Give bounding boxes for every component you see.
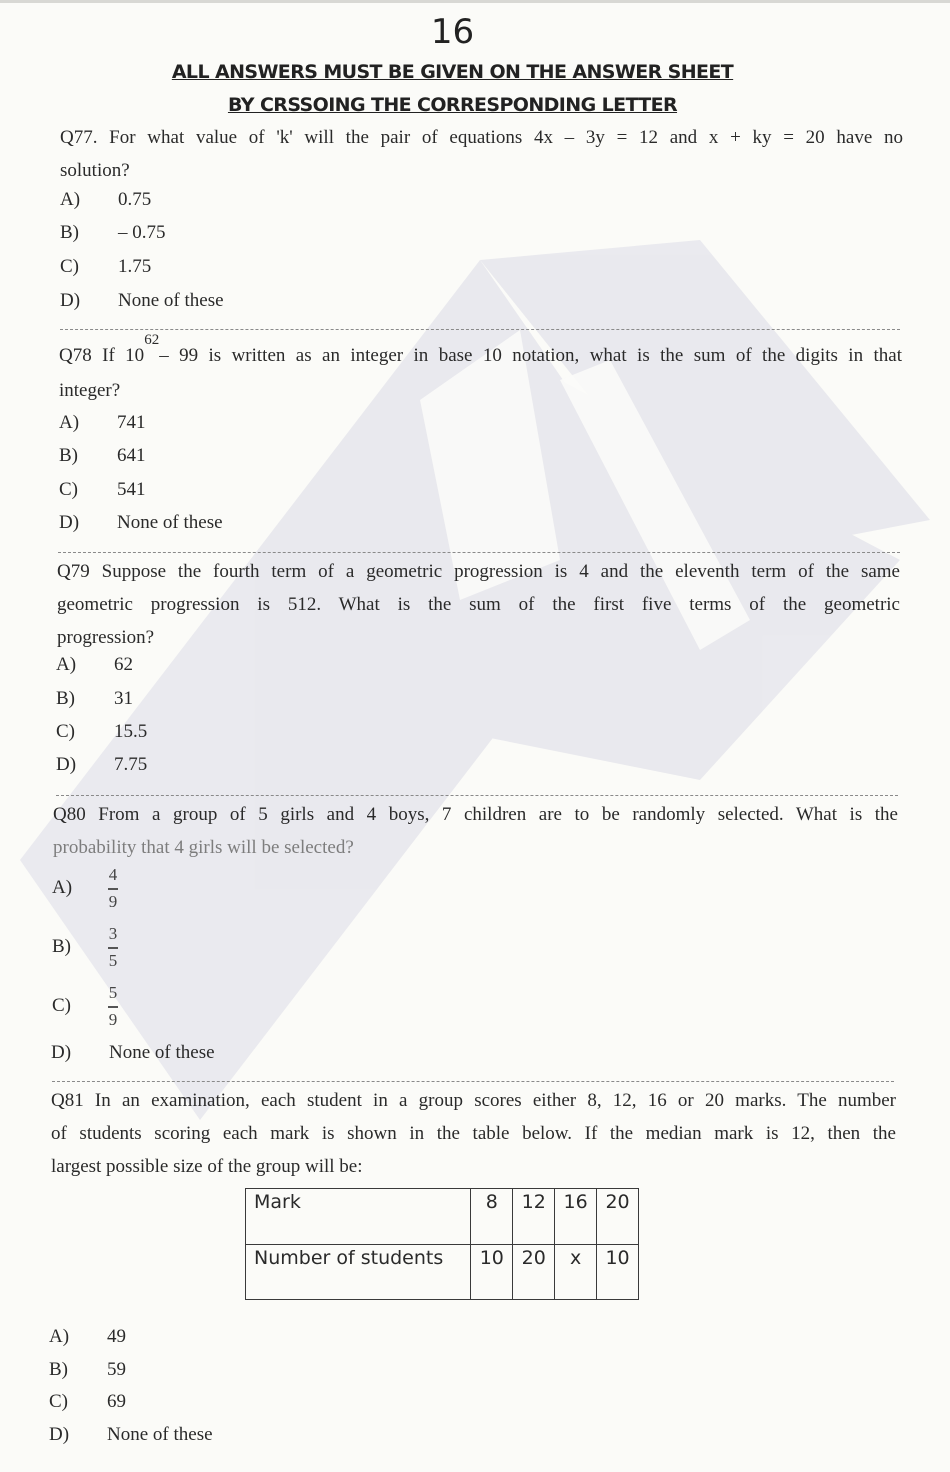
option-value: None of these xyxy=(118,290,224,311)
option-d[interactable] xyxy=(60,290,224,312)
question-text-line-3: progression? xyxy=(57,627,155,648)
instruction-line-2: BY CRSSOING THE CORRESPONDING LETTER xyxy=(227,94,678,116)
option-value: 0.75 xyxy=(118,189,152,210)
divider xyxy=(52,1081,894,1082)
question-text-line-2: geometric progression is 512. What is the sum of the first five terms of the geometric xyxy=(57,594,900,615)
option-letter: C) xyxy=(59,479,78,500)
option-letter: B) xyxy=(49,1359,68,1380)
question-text-line-1: Q79 Suppose the fourth term of a geometric progression is 4 and the eleventh term of the same xyxy=(57,561,900,582)
marks-table xyxy=(245,1188,639,1300)
fraction-bar xyxy=(108,1006,118,1008)
option-value: 15.5 xyxy=(114,721,148,742)
option-a[interactable] xyxy=(56,654,133,676)
table-cell: 10 xyxy=(597,1244,639,1300)
option-value: 7.75 xyxy=(114,754,148,775)
table-cell: 8 xyxy=(471,1189,513,1245)
option-letter: B) xyxy=(56,688,75,709)
denominator: 9 xyxy=(108,891,118,911)
option-letter: C) xyxy=(60,256,79,277)
numerator: 5 xyxy=(108,983,118,1002)
option-letter: D) xyxy=(56,754,77,775)
fraction xyxy=(108,925,118,970)
option-a[interactable] xyxy=(52,866,118,911)
question-text-line-3: largest possible size of the group will be: xyxy=(51,1156,363,1177)
option-letter: C) xyxy=(52,995,71,1017)
question-text xyxy=(59,332,902,372)
option-d[interactable] xyxy=(51,1042,215,1064)
option-a[interactable] xyxy=(59,412,146,434)
table-row-number-of-students xyxy=(246,1244,639,1300)
option-c[interactable] xyxy=(59,479,146,501)
option-b[interactable] xyxy=(56,688,133,710)
option-letter: A) xyxy=(60,189,81,210)
divider xyxy=(58,552,900,553)
table-cell: x xyxy=(555,1244,597,1300)
option-letter: D) xyxy=(59,512,80,533)
option-value: 541 xyxy=(117,479,146,500)
option-b[interactable] xyxy=(52,925,118,970)
option-b[interactable] xyxy=(49,1359,126,1381)
option-letter: D) xyxy=(60,290,81,311)
option-b[interactable] xyxy=(60,222,166,244)
option-c[interactable] xyxy=(52,984,118,1029)
option-value: 49 xyxy=(107,1326,126,1347)
table-cell: 12 xyxy=(513,1189,555,1245)
option-value: 741 xyxy=(117,412,146,433)
question-text: Q77. For what value of 'k' will the pair of equations 4x – 3y = 12 and x + ky = 20 have no xyxy=(60,127,903,148)
question-q79 xyxy=(57,555,900,654)
question-text-start: Q78 If 10 xyxy=(59,345,145,366)
option-letter: A) xyxy=(59,412,80,433)
option-letter: A) xyxy=(56,654,77,675)
question-text-line-2: probability that 4 girls will be selected? xyxy=(53,837,354,858)
option-value: 59 xyxy=(107,1359,126,1380)
divider xyxy=(56,795,898,796)
option-d[interactable] xyxy=(49,1424,213,1446)
option-value: 62 xyxy=(114,654,133,675)
question-text-end: – 99 is written as an integer in base 10 notation, what is the sum of the digits in that xyxy=(159,345,902,366)
option-letter: C) xyxy=(49,1391,68,1412)
row-label: Number of students xyxy=(246,1244,471,1300)
question-q80 xyxy=(53,798,898,864)
option-value: None of these xyxy=(109,1042,215,1063)
option-value: 641 xyxy=(117,445,146,466)
numerator: 4 xyxy=(108,865,118,884)
question-text-line-2: of students scoring each mark is shown in the table below. If the median mark is 12, then the xyxy=(51,1123,896,1144)
option-value: 69 xyxy=(107,1391,126,1412)
divider xyxy=(60,329,900,330)
option-letter: A) xyxy=(49,1326,70,1347)
table-row-mark xyxy=(246,1189,639,1245)
numerator: 3 xyxy=(108,924,118,943)
question-q81 xyxy=(51,1084,896,1183)
fraction-bar xyxy=(108,947,118,949)
page-number: 16 xyxy=(430,12,475,52)
table-cell: 20 xyxy=(597,1189,639,1245)
table-cell: 20 xyxy=(513,1244,555,1300)
fraction-bar xyxy=(108,888,118,890)
option-value: 31 xyxy=(114,688,133,709)
option-c[interactable] xyxy=(60,256,151,278)
option-value: – 0.75 xyxy=(118,222,166,243)
option-letter: A) xyxy=(52,877,73,899)
fraction xyxy=(108,866,118,911)
question-text-continued: solution? xyxy=(60,160,130,181)
denominator: 9 xyxy=(108,1009,118,1029)
option-letter: D) xyxy=(51,1042,72,1063)
question-text-line-1: Q81 In an examination, each student in a group scores either 8, 12, 16 or 20 marks. The number xyxy=(51,1090,896,1111)
row-label: Mark xyxy=(246,1189,471,1245)
option-letter: B) xyxy=(52,936,71,958)
option-d[interactable] xyxy=(56,754,147,776)
option-value: None of these xyxy=(107,1424,213,1445)
option-c[interactable] xyxy=(49,1391,126,1413)
table-cell: 16 xyxy=(555,1189,597,1245)
exponent: 62 xyxy=(144,332,160,348)
question-text-continued: integer? xyxy=(59,380,121,401)
option-letter: B) xyxy=(60,222,79,243)
option-letter: B) xyxy=(59,445,78,466)
instruction-line-1: ALL ANSWERS MUST BE GIVEN ON THE ANSWER SHEET xyxy=(171,61,734,83)
fraction xyxy=(108,984,118,1029)
option-a[interactable] xyxy=(49,1326,126,1348)
option-value: None of these xyxy=(117,512,223,533)
question-q78 xyxy=(59,332,902,407)
question-text-line-1: Q80 From a group of 5 girls and 4 boys, 7 children are to be randomly selected. What is the xyxy=(53,804,898,825)
option-c[interactable] xyxy=(56,721,147,743)
option-a[interactable] xyxy=(60,189,151,211)
table-cell: 10 xyxy=(471,1244,513,1300)
question-q77 xyxy=(60,121,903,187)
option-d[interactable] xyxy=(59,512,223,534)
option-letter: C) xyxy=(56,721,75,742)
option-letter: D) xyxy=(49,1424,70,1445)
option-b[interactable] xyxy=(59,445,146,467)
denominator: 5 xyxy=(108,950,118,970)
option-value: 1.75 xyxy=(118,256,152,277)
